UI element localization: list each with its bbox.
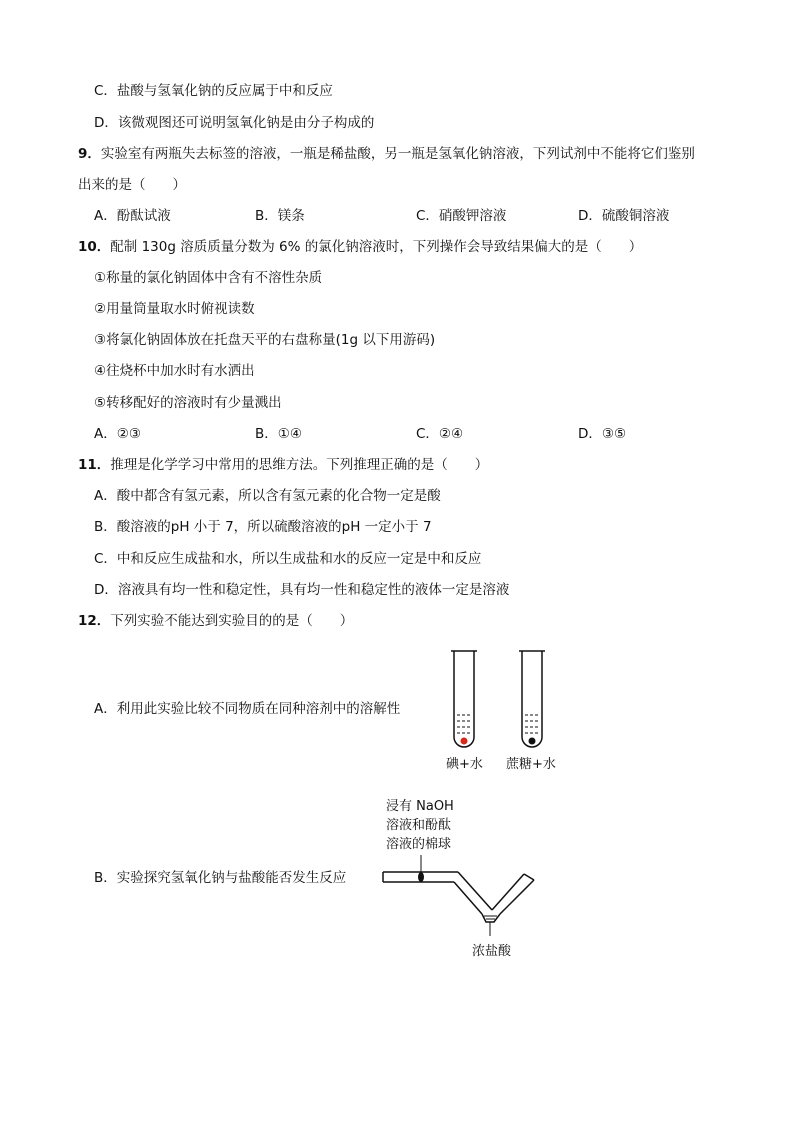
v-tube-figure xyxy=(380,852,550,952)
q9-stem-line1 xyxy=(78,145,695,163)
q9-option-c: C．硝酸钾溶液 xyxy=(416,208,507,224)
q12-option-b: B．实验探究氢氧化钠与盐酸能否发生反应 xyxy=(94,870,347,886)
tube-1-label: 碘+水 xyxy=(446,757,483,772)
test-tubes-figure xyxy=(440,645,560,755)
liquid-lines-tube-2 xyxy=(525,715,539,733)
q10-stem-text: 配制 130g 溶质质量分数为 6% 的氯化钠溶液时，下列操作会导致结果偏大的是（ ） xyxy=(110,239,643,255)
acid-label: 浓盐酸 xyxy=(472,944,512,959)
q10-option-b: B．①④ xyxy=(255,426,302,442)
q8-option-d: D．该微观图还可说明氢氧化钠是由分子构成的 xyxy=(94,115,375,131)
q8-option-c: C．盐酸与氢氧化钠的反应属于中和反应 xyxy=(94,83,333,99)
q11-option-b: B．酸溶液的pH 小于 7，所以硫酸溶液的pH 一定小于 7 xyxy=(94,519,432,535)
q11-number: 11． xyxy=(78,457,111,473)
q10-item-3: ③将氯化钠固体放在托盘天平的右盘称量(1g 以下用游码) xyxy=(94,332,436,348)
liquid-lines-tube-1 xyxy=(457,715,471,733)
cotton-label-line3: 溶液的棉球 xyxy=(386,837,452,852)
q9-number: 9． xyxy=(78,146,101,162)
acid-liquid xyxy=(484,916,497,919)
tube-2-label: 蔗糖+水 xyxy=(506,757,556,772)
q11-stem-text: 推理是化学学习中常用的思维方法。下列推理正确的是（ ） xyxy=(110,457,489,473)
q12-stem xyxy=(78,612,353,630)
cotton-label-line2: 溶液和酚酞 xyxy=(386,818,452,833)
q11-option-a: A．酸中都含有氢元素，所以含有氢元素的化合物一定是酸 xyxy=(94,488,441,504)
iodine-solid xyxy=(461,738,468,745)
cotton-label-line1: 浸有 NaOH xyxy=(386,799,454,814)
q10-item-5: ⑤转移配好的溶液时有少量溅出 xyxy=(94,395,282,411)
q12-number: 12． xyxy=(78,613,111,629)
q10-option-d: D．③⑤ xyxy=(578,426,627,442)
sucrose-solid xyxy=(529,738,536,745)
q10-item-1: ①称量的氯化钠固体中含有不溶性杂质 xyxy=(94,270,323,286)
q12-stem-text: 下列实验不能达到实验目的的是（ ） xyxy=(110,613,354,629)
q9-option-d: D．硫酸铜溶液 xyxy=(578,208,670,224)
q9-option-b: B．镁条 xyxy=(255,208,305,224)
q10-item-2: ②用量筒量取水时俯视读数 xyxy=(94,301,255,317)
q11-option-c: C．中和反应生成盐和水，所以生成盐和水的反应一定是中和反应 xyxy=(94,551,482,567)
cotton-ball xyxy=(418,872,424,882)
q11-option-d: D．溶液具有均一性和稳定性，具有均一性和稳定性的液体一定是溶液 xyxy=(94,582,510,598)
q10-item-4: ④往烧杯中加水时有水洒出 xyxy=(94,363,255,379)
q10-option-a: A．②③ xyxy=(94,426,141,442)
q9-option-a: A．酚酞试液 xyxy=(94,208,171,224)
q11-stem xyxy=(78,456,488,474)
q10-option-c: C．②④ xyxy=(416,426,464,442)
q9-stem-line2: 出来的是（ ） xyxy=(78,177,186,193)
q10-number: 10． xyxy=(78,239,111,255)
q12-option-a: A．利用此实验比较不同物质在同种溶剂中的溶解性 xyxy=(94,701,401,717)
q9-stem-text: 实验室有两瓶失去标签的溶液，一瓶是稀盐酸，另一瓶是氢氧化钠溶液，下列试剂中不能将它们鉴别 xyxy=(100,146,695,162)
q10-stem xyxy=(78,238,642,256)
